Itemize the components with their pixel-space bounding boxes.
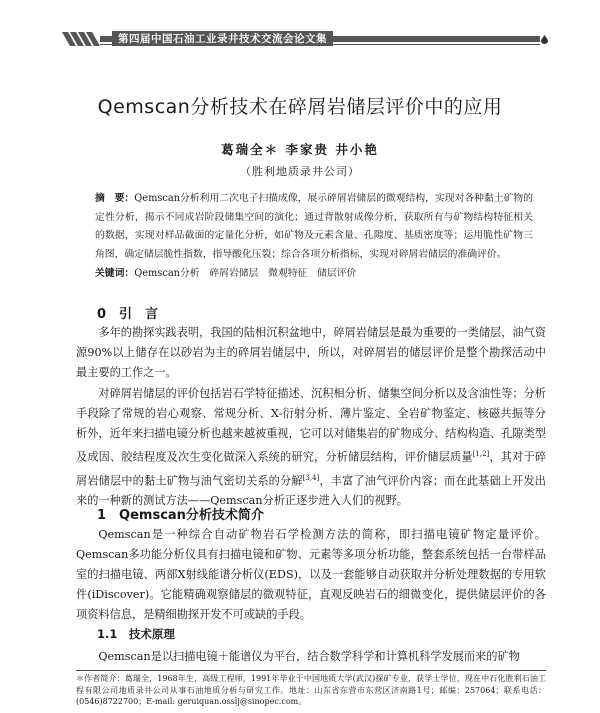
authors: 葛瑞全＊ 李家贵 井小艳 <box>221 142 379 157</box>
author-footnote: ＊作者简介：葛瑞全，1968年生，高级工程师，1991年毕业于中国地质大学(武汉)探矿专业，获学士学位，现在中石化胜利石油工程有限公司地质录井公司从事石油地质分析与研究工作。地址：山东省东营市东营区济南路1号；邮编：257064；联系电话：(0546)8722700；E-mail: geruiquan.osslj@sinopec.com。 <box>76 674 546 706</box>
footnote-rule <box>76 670 546 671</box>
paragraph-text: ，其对于碎屑岩储层中的黏土矿物与油气密切关系的分解 <box>76 450 546 488</box>
citation: [3,4] <box>302 473 320 482</box>
running-header <box>62 32 542 46</box>
affiliation: （胜利地质录井公司） <box>240 165 360 178</box>
abstract-label: 摘 要： <box>95 193 135 204</box>
subsection-heading-principle: 1.1 技术原理 <box>97 627 175 641</box>
drop-icon <box>541 35 548 44</box>
paragraph-text: ，丰富了油气评价内容；而在此基础上开发出来的一种新的测试方法——Qemscan分析正逐步进入人们的视野。 <box>76 474 546 508</box>
paragraph: Qemscan是一种综合自动矿物岩石学检测方法的简称，即扫描电镜矿物定量评价。Qemscan多功能分析仪具有扫描电镜和矿物、元素等多项分析功能，整套系统包括一台带样品室的扫描电镜、两部X射线能谱分析仪(EDS)，以及一套能够自动获取并分析处理数据的专用软件(iDiscover)。它能精确观察储层的微观特征，直观反映岩石的细微变化，提供储层评价的各项资料信息，是精细勘探开发不可或缺的手段。 <box>76 528 546 621</box>
paragraph: Qemscan是以扫描电镜＋能谱仪为平台，结合数学科学和计算机科学发展而来的矿物 <box>98 650 520 663</box>
section-heading-qemscan-intro: 1 Qemscan分析技术简介 <box>97 508 264 523</box>
keywords-text: Qemscan分析 碎屑岩储层 微观特征 储层评价 <box>134 268 357 279</box>
keywords <box>95 265 533 284</box>
abstract <box>95 190 533 264</box>
section-heading-introduction: 0 引 言 <box>97 307 159 322</box>
paragraph-text: 对碎屑岩储层的评价包括岩石学特征描述、沉积相分析、储集空间分析以及含油性等；分析手段除了常规的岩心观察、常规分析、X-衍射分析、薄片鉴定、全岩矿物鉴定、核磁共振等分析外，近年来扫描电镜分析也越来越被重视，它可以对储集岩的矿物成分、结构构造、孔隙类型及成因、胶结程度及次生变化做深入系统的研究，分析储层结构，评价储层质量 <box>76 387 546 464</box>
abstract-text: Qemscan分析利用二次电子扫描成像，展示碎屑岩储层的微观结构，实现对各种黏土矿物的定性分析，揭示不同成岩阶段储集空间的演化；通过背散射成像分析，获取所有与矿物结构特征相关的数据，实现对样品截面的定量化分析，如矿物及元素含量、孔隙度、基质密度等；运用脆性矿物三角图，确定储层脆性指数，指导酸化压裂；综合各项分析指标，实现对碎屑岩储层的准确评价。 <box>95 193 534 260</box>
citation: [1,2] <box>472 450 490 458</box>
paragraph: 多年的勘探实践表明，我国的陆相沉积盆地中，碎屑岩储层是最为重要的一类储层，油气资源90%以上储存在以砂岩为主的碎屑岩储层中，所以，对碎屑岩的储层评价是整个勘探活动中最主要的工作之一。 <box>76 326 546 379</box>
paragraph <box>76 384 546 511</box>
keywords-label: 关键词： <box>95 268 135 279</box>
paper-title: Qemscan分析技术在碎屑岩储层评价中的应用 <box>97 96 503 118</box>
running-header-text: 第四届中国石油工业录井技术交流会论文集 <box>112 31 333 46</box>
